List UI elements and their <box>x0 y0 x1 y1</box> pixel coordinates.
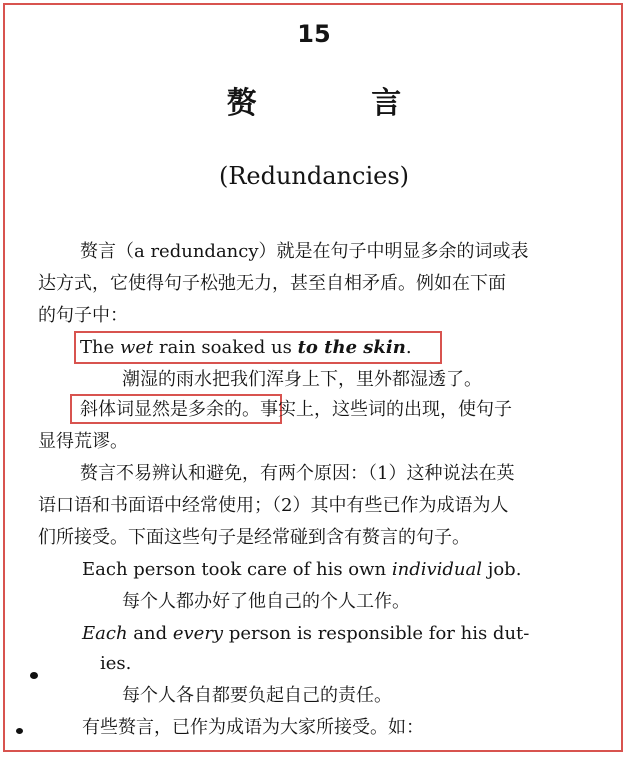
italic-wet: wet <box>119 337 154 358</box>
italic-individual: individual <box>391 559 483 580</box>
italic-every: every <box>172 623 224 644</box>
example2-english: Each person took care of his own individual job. <box>82 559 522 580</box>
italic-to-the-skin: to the skin <box>297 337 406 358</box>
ink-spot <box>30 672 38 679</box>
example1-english: The wet rain soaked us to the skin. <box>80 337 412 358</box>
italic-each: Each <box>82 623 128 644</box>
example3-english-line2: ies. <box>100 653 132 674</box>
note-highlighted: 斜体词显然是多余的。 <box>80 399 260 420</box>
para2-line2: 语口语和书面语中经常使用；（2）其中有些已作为成语为人 <box>38 495 509 516</box>
note-line2: 显得荒谬。 <box>38 431 128 452</box>
para1-line2: 达方式，它使得句子松弛无力，甚至自相矛盾。例如在下面 <box>38 273 506 294</box>
example1-chinese: 潮湿的雨水把我们浑身上下，里外都湿透了。 <box>122 369 482 390</box>
example3-english: Each and every person is responsible for his dut- <box>82 623 530 644</box>
example3-chinese: 每个人各自都要负起自己的责任。 <box>122 685 392 706</box>
para1-line3: 的句子中： <box>38 305 128 326</box>
last-line: 有些赘言，已作为成语为大家所接受。如： <box>82 717 424 738</box>
example2-chinese: 每个人都办好了他自己的个人工作。 <box>122 591 410 612</box>
note-line1: 斜体词显然是多余的。事实上，这些词的出现，使句子 <box>80 399 512 420</box>
chapter-subtitle: (Redundancies) <box>218 162 410 190</box>
page-number: 15 <box>297 20 331 48</box>
para2-line3: 们所接受。下面这些句子是经常碰到含有赘言的句子。 <box>38 527 470 548</box>
para1-line1: 赘言（a redundancy）就是在句子中明显多余的词或表 <box>80 241 529 262</box>
para2-line1: 赘言不易辨认和避免，有两个原因：（1）这种说法在英 <box>80 463 515 484</box>
ink-spot <box>16 728 23 734</box>
chapter-title: 赘 言 <box>226 86 454 121</box>
